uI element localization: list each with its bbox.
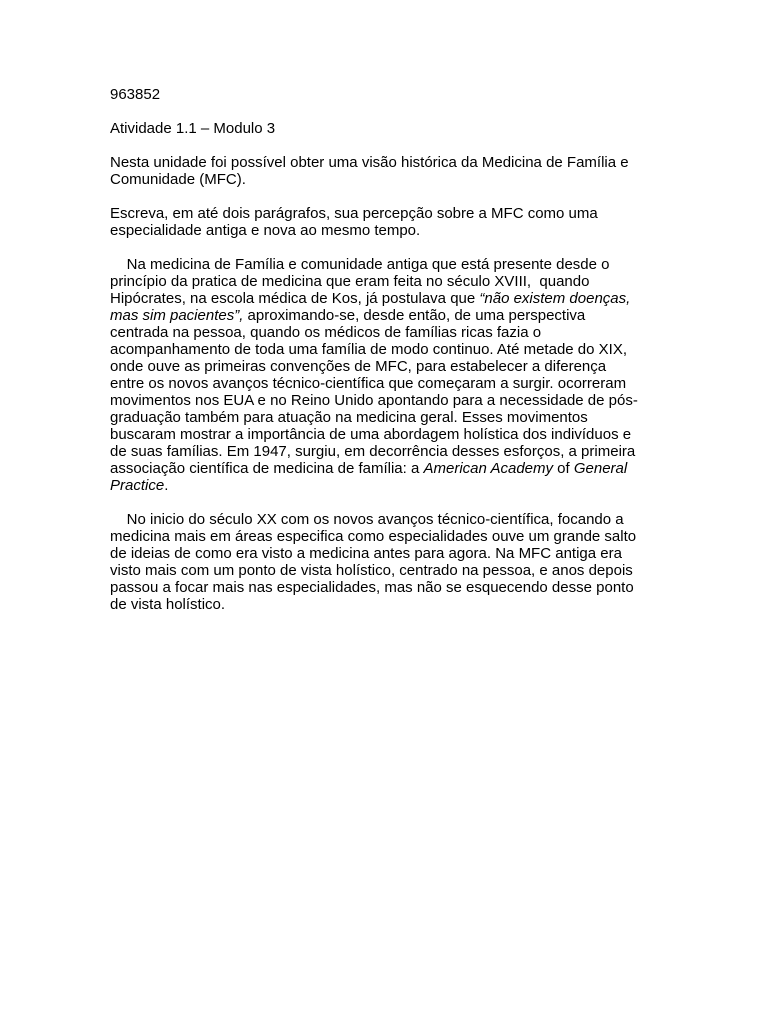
italic-run: General xyxy=(573,460,628,477)
paragraph-line: de vista holístico. xyxy=(110,596,226,613)
paragraph-line: onde ouve as primeiras convenções de MFC, para estabelecer a diferença xyxy=(110,358,607,375)
activity-title: Atividade 1.1 – Modulo 3 xyxy=(110,120,276,137)
id-number: 963852 xyxy=(110,86,161,103)
paragraph-line xyxy=(110,477,660,494)
text-run: associação científica de medicina de família: a xyxy=(110,460,424,477)
prompt-line: especialidade antiga e nova ao mesmo tempo. xyxy=(110,222,421,239)
text-run: . xyxy=(164,477,169,494)
paragraph-line: buscaram mostrar a importância de uma abordagem holística dos indivíduos e xyxy=(110,426,632,443)
paragraph-line: medicina mais em áreas especifica como especialidades ouve um grande salto xyxy=(110,528,637,545)
paragraph-line: de ideias de como era visto a medicina antes para agora. Na MFC antiga era xyxy=(110,545,622,562)
paragraph-line xyxy=(110,307,660,324)
answer-paragraph-1 xyxy=(110,256,660,494)
prompt-line: Escreva, em até dois parágrafos, sua percepção sobre a MFC como uma xyxy=(110,205,598,222)
paragraph-line: graduação também para atuação na medicina geral. Esses movimentos xyxy=(110,409,588,426)
italic-run: Practice xyxy=(110,477,165,494)
paragraph-line: de suas famílias. Em 1947, surgiu, em decorrência desses esforços, a primeira xyxy=(110,443,636,460)
prompt-text xyxy=(110,205,660,239)
paragraph-line xyxy=(110,460,660,477)
paragraph-line: visto mais com um ponto de vista holístico, centrado na pessoa, e anos depois xyxy=(110,562,633,579)
paragraph-line: No inicio do século XX com os novos avanços técnico-científica, focando a xyxy=(110,511,624,528)
quote-italic: mas sim pacientes”, xyxy=(110,307,244,324)
spacer xyxy=(110,137,660,154)
text-run: Hipócrates, na escola médica de Kos, já postulava que xyxy=(110,290,480,307)
intro-line: Comunidade (MFC). xyxy=(110,171,246,188)
text-run: aproximando-se, desde então, de uma perspectiva xyxy=(243,307,586,324)
answer-paragraph-2 xyxy=(110,511,660,613)
paragraph-line: princípio da pratica de medicina que eram feita no século XVIII, quando xyxy=(110,273,590,290)
paragraph-line: centrada na pessoa, quando os médicos de famílias ricas fazia o xyxy=(110,324,542,341)
spacer xyxy=(110,103,660,120)
intro-line: Nesta unidade foi possível obter uma visão histórica da Medicina de Família e xyxy=(110,154,629,171)
paragraph-line: acompanhamento de toda uma família de modo continuo. Até metade do XIX, xyxy=(110,341,627,358)
paragraph-line: entre os novos avanços técnico-científica que começaram a surgir. ocorreram xyxy=(110,375,627,392)
paragraph-line: Na medicina de Família e comunidade antiga que está presente desde o xyxy=(110,256,610,273)
spacer xyxy=(110,494,660,511)
paragraph-line xyxy=(110,290,660,307)
text-run: of xyxy=(553,460,574,477)
spacer xyxy=(110,188,660,205)
quote-italic: “não existem doenças, xyxy=(479,290,631,307)
spacer xyxy=(110,239,660,256)
italic-run: American Academy xyxy=(423,460,553,477)
intro-text xyxy=(110,154,660,188)
paragraph-line: passou a focar mais nas especialidades, mas não se esquecendo desse ponto xyxy=(110,579,634,596)
paragraph-line: movimentos nos EUA e no Reino Unido apontando para a necessidade de pós- xyxy=(110,392,638,409)
document-page xyxy=(110,86,660,613)
